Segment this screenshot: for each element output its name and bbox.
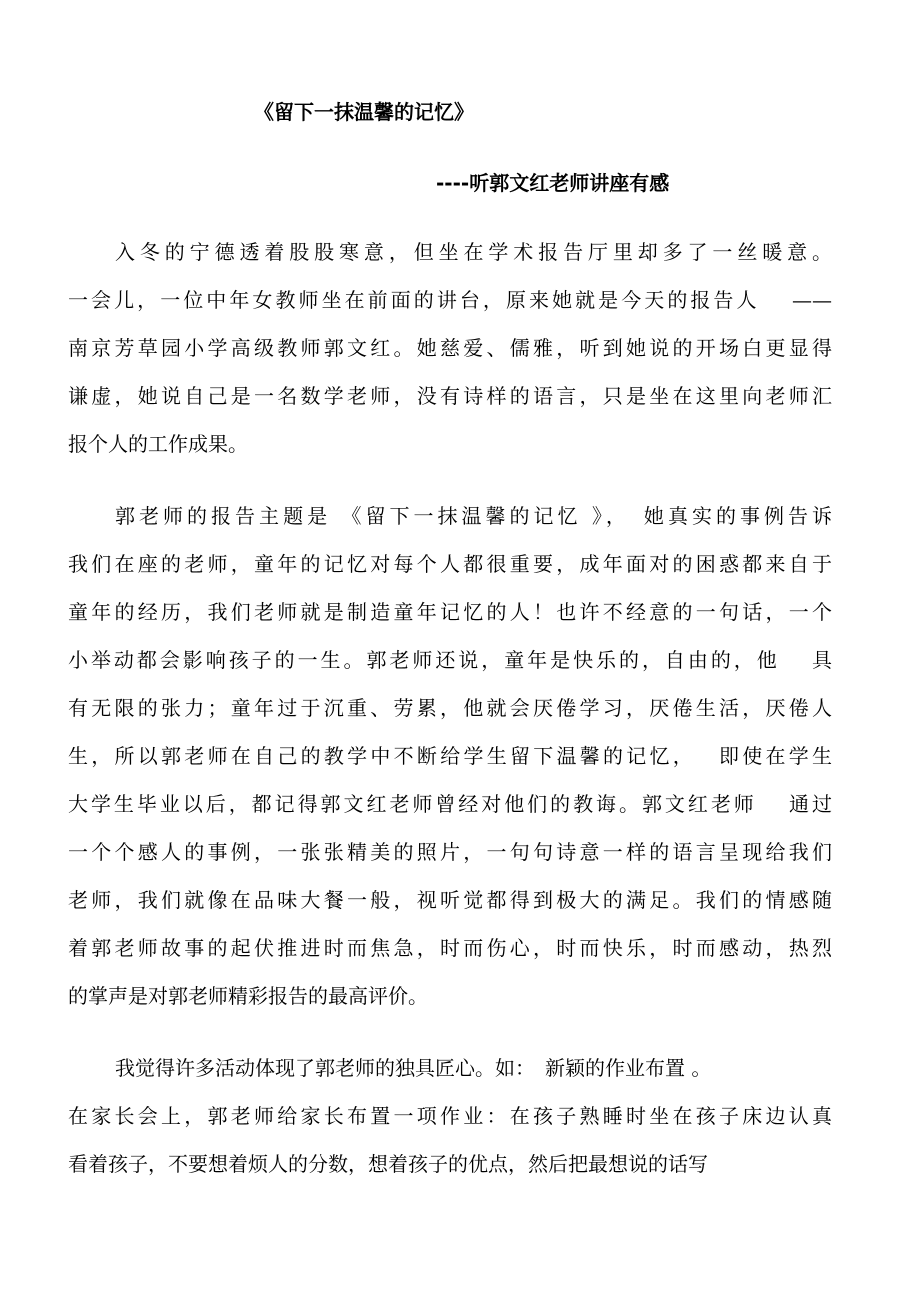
paragraph-1-line-3: 南京芳草园小学高级教师郭文红。她慈爱、儒雅，听到她说的开场白更显得 bbox=[68, 336, 832, 360]
paragraph-2-line-9: 老师，我们就像在品味大餐一般，视听觉都得到极大的满足。我们的情感随 bbox=[68, 888, 832, 912]
paragraph-1-line-4: 谦虚，她说自己是一名数学老师，没有诗样的语言，只是坐在这里向老师汇 bbox=[68, 384, 832, 408]
paragraph-2-line-8: 一个个感人的事例，一张张精美的照片，一句句诗意一样的语言呈现给我们 bbox=[68, 840, 832, 864]
paragraph-2-line-4: 小举动都会影响孩子的一生。郭老师还说，童年是快乐的，自由的，他 具 bbox=[68, 648, 832, 672]
document-title: 《留下一抹温馨的记忆》 bbox=[254, 100, 474, 124]
paragraph-2-line-3: 童年的经历，我们老师就是制造童年记忆的人！也许不经意的一句话，一个 bbox=[68, 600, 832, 624]
paragraph-3-line-2: 在家长会上，郭老师给家长布置一项作业：在孩子熟睡时坐在孩子床边认真 bbox=[68, 1104, 832, 1128]
paragraph-1-line-2: 一会儿，一位中年女教师坐在前面的讲台，原来她就是今天的报告人 —— bbox=[68, 288, 832, 312]
paragraph-1-line-1: 入冬的宁德透着股股寒意，但坐在学术报告厅里却多了一丝暖意。 bbox=[115, 240, 832, 264]
paragraph-3-line-1: 我觉得许多活动体现了郭老师的独具匠心。如： 新颖的作业布置 。 bbox=[115, 1056, 712, 1080]
paragraph-2-line-11: 的掌声是对郭老师精彩报告的最高评价。 bbox=[68, 984, 428, 1008]
paragraph-1-line-5: 报个人的工作成果。 bbox=[68, 432, 248, 456]
document-subtitle: ----听郭文红老师讲座有感 bbox=[436, 171, 670, 195]
paragraph-2-line-6: 生，所以郭老师在自己的教学中不断给学生留下温馨的记忆， 即使在学生 bbox=[68, 744, 832, 768]
paragraph-2-line-2: 我们在座的老师，童年的记忆对每个人都很重要，成年面对的困惑都来自于 bbox=[68, 552, 832, 576]
paragraph-3-line-3: 看着孩子，不要想着烦人的分数，想着孩子的优点，然后把最想说的话写 bbox=[68, 1152, 708, 1176]
paragraph-2-line-5: 有无限的张力；童年过于沉重、劳累，他就会厌倦学习，厌倦生活，厌倦人 bbox=[68, 696, 832, 720]
paragraph-2-line-7: 大学生毕业以后，都记得郭文红老师曾经对他们的教诲。郭文红老师 通过 bbox=[68, 792, 832, 816]
paragraph-2-line-10: 着郭老师故事的起伏推进时而焦急，时而伤心，时而快乐，时而感动，热烈 bbox=[68, 936, 832, 960]
paragraph-2-line-1: 郭老师的报告主题是 《留下一抹温馨的记忆 》， 她真实的事例告诉 bbox=[115, 504, 832, 528]
